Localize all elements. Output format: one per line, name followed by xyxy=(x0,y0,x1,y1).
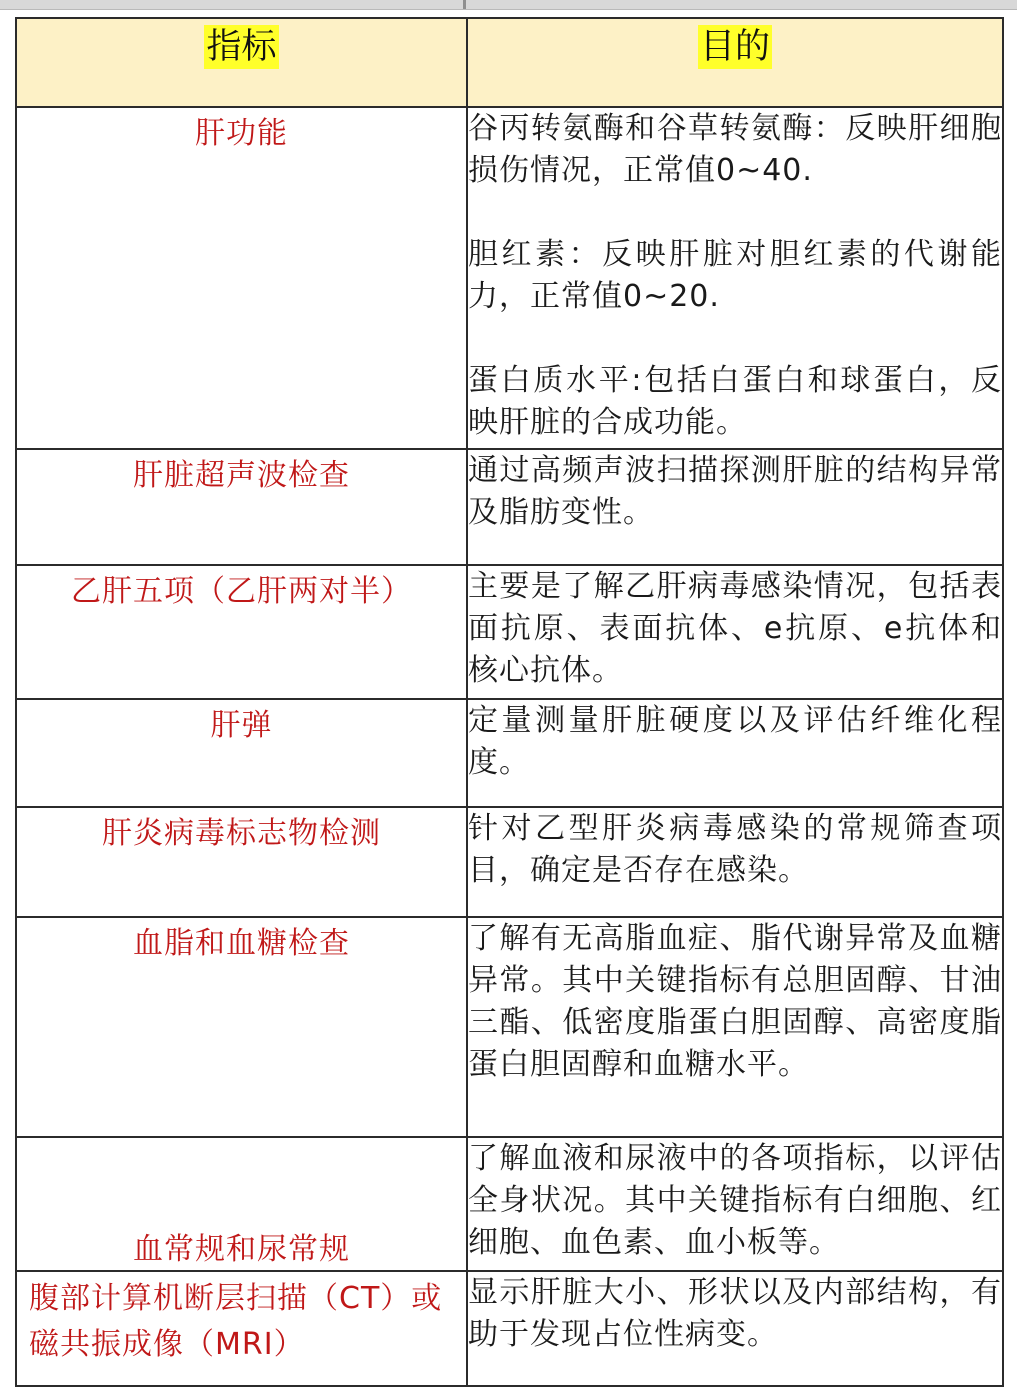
purpose-cell xyxy=(467,807,1003,917)
table-row xyxy=(16,449,1003,565)
purpose-cell xyxy=(467,449,1003,565)
table-row xyxy=(16,807,1003,917)
header-row xyxy=(16,18,1003,107)
table-row xyxy=(16,565,1003,699)
header-indicator xyxy=(16,18,467,107)
liver-check-table xyxy=(15,17,1004,1387)
purpose-cell xyxy=(467,565,1003,699)
purpose-text: 了解血液和尿液中的各项指标，以评估全身状况。其中关键指标有白细胞、红细胞、血色素、血小板等。 xyxy=(468,1141,1002,1260)
table-row xyxy=(16,699,1003,807)
header-indicator-label: 指标 xyxy=(206,27,277,67)
purpose-text: 通过高频声波扫描探测肝脏的结构异常及脂肪变性。 xyxy=(468,453,1002,530)
indicator-cell: 腹部计算机断层扫描（CT）或磁共振成像（MRI） xyxy=(16,1271,467,1386)
indicator-cell: 肝脏超声波检查 xyxy=(16,449,467,565)
table-row xyxy=(16,1271,1003,1386)
header-purpose-label: 目的 xyxy=(699,27,770,67)
purpose-cell xyxy=(467,107,1003,449)
table-row xyxy=(16,917,1003,1137)
purpose-text: 了解有无高脂血症、脂代谢异常及血糖异常。其中关键指标有总胆固醇、甘油三酯、低密度脂蛋白胆固醇、高密度脂蛋白胆固醇和血糖水平。 xyxy=(468,921,1002,1082)
indicator-cell: 肝炎病毒标志物检测 xyxy=(16,807,467,917)
purpose-text: 针对乙型肝炎病毒感染的常规筛查项目，确定是否存在感染。 xyxy=(468,811,1002,888)
ruler-divider xyxy=(463,0,466,9)
indicator-cell: 肝弹 xyxy=(16,699,467,807)
table-row xyxy=(16,107,1003,449)
purpose-text: 谷丙转氨酶和谷草转氨酶：反映肝细胞损伤情况，正常值0~40. xyxy=(468,111,1002,188)
top-ruler xyxy=(0,0,1017,10)
purpose-text: 定量测量肝脏硬度以及评估纤维化程度。 xyxy=(468,703,1002,780)
header-purpose xyxy=(467,18,1003,107)
indicator-cell: 血常规和尿常规 xyxy=(16,1137,467,1271)
table-row xyxy=(16,1137,1003,1271)
purpose-text: 蛋白质水平:包括白蛋白和球蛋白，反映肝脏的合成功能。 xyxy=(468,363,1002,440)
purpose-text: 显示肝脏大小、形状以及内部结构，有助于发现占位性病变。 xyxy=(468,1275,1002,1352)
indicator-cell: 血脂和血糖检查 xyxy=(16,917,467,1137)
purpose-cell xyxy=(467,1137,1003,1271)
purpose-text: 胆红素：反映肝脏对胆红素的代谢能力，正常值0~20. xyxy=(468,237,1002,314)
indicator-cell: 乙肝五项（乙肝两对半） xyxy=(16,565,467,699)
purpose-cell xyxy=(467,917,1003,1137)
purpose-cell xyxy=(467,699,1003,807)
purpose-text: 主要是了解乙肝病毒感染情况，包括表面抗原、表面抗体、e抗原、e抗体和核心抗体。 xyxy=(468,569,1002,688)
indicator-cell: 肝功能 xyxy=(16,107,467,449)
purpose-cell xyxy=(467,1271,1003,1386)
